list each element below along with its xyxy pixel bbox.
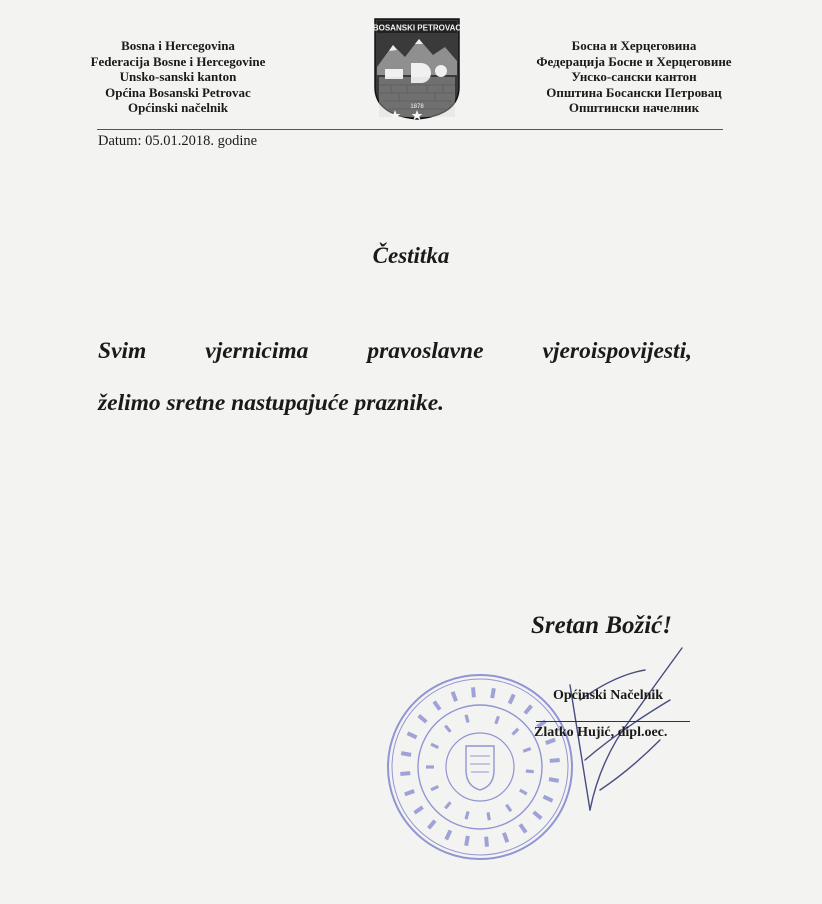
header-cyrillic-line-5: Општински начелник <box>568 100 700 115</box>
message-word: Svim <box>98 338 147 364</box>
header-cyrillic-line-1: Босна и Херцеговина <box>571 38 697 53</box>
header-divider <box>97 129 723 130</box>
message-line-1 <box>98 338 692 365</box>
header-cyrillic-line-4: Општина Босански Петровац <box>546 84 722 100</box>
header-latin-line-4: Općina Bosanski Petrovac <box>105 84 251 100</box>
signature-line <box>536 721 690 722</box>
municipality-crest-icon <box>371 17 463 121</box>
header-cyrillic <box>524 38 744 116</box>
header-cyrillic-line-2: Федерација Босне и Херцеговине <box>536 53 732 69</box>
crest-banner-text: BOSANSKI PETROVAC <box>372 23 462 33</box>
header-latin-line-2: Federacija Bosne i Hercegovine <box>90 53 266 69</box>
holiday-greeting: Sretan Božić! <box>531 612 673 639</box>
message-word: vjernicima <box>205 338 309 364</box>
header-latin <box>78 38 278 116</box>
header-latin-line-3: Unsko-sanski kanton <box>119 69 237 84</box>
crest-year-text: 1878 <box>410 104 424 110</box>
document-date: Datum: 05.01.2018. godine <box>98 133 258 149</box>
signatory-name: Zlatko Hujić, dipl.oec. <box>534 725 668 740</box>
message-word: vjeroispovijesti, <box>542 338 692 364</box>
official-stamp-icon <box>385 672 575 862</box>
message-line-2: želimo sretne nastupajuće praznike. <box>98 390 445 416</box>
header-latin-line-1: Bosna i Hercegovina <box>121 38 235 53</box>
message-word: pravoslavne <box>367 338 484 364</box>
document-title: Čestitka <box>372 243 450 268</box>
header-latin-line-5: Općinski načelnik <box>127 100 229 115</box>
header-cyrillic-line-3: Унско-сански кантон <box>571 69 697 84</box>
signatory-role: Općinski Načelnik <box>553 688 664 703</box>
